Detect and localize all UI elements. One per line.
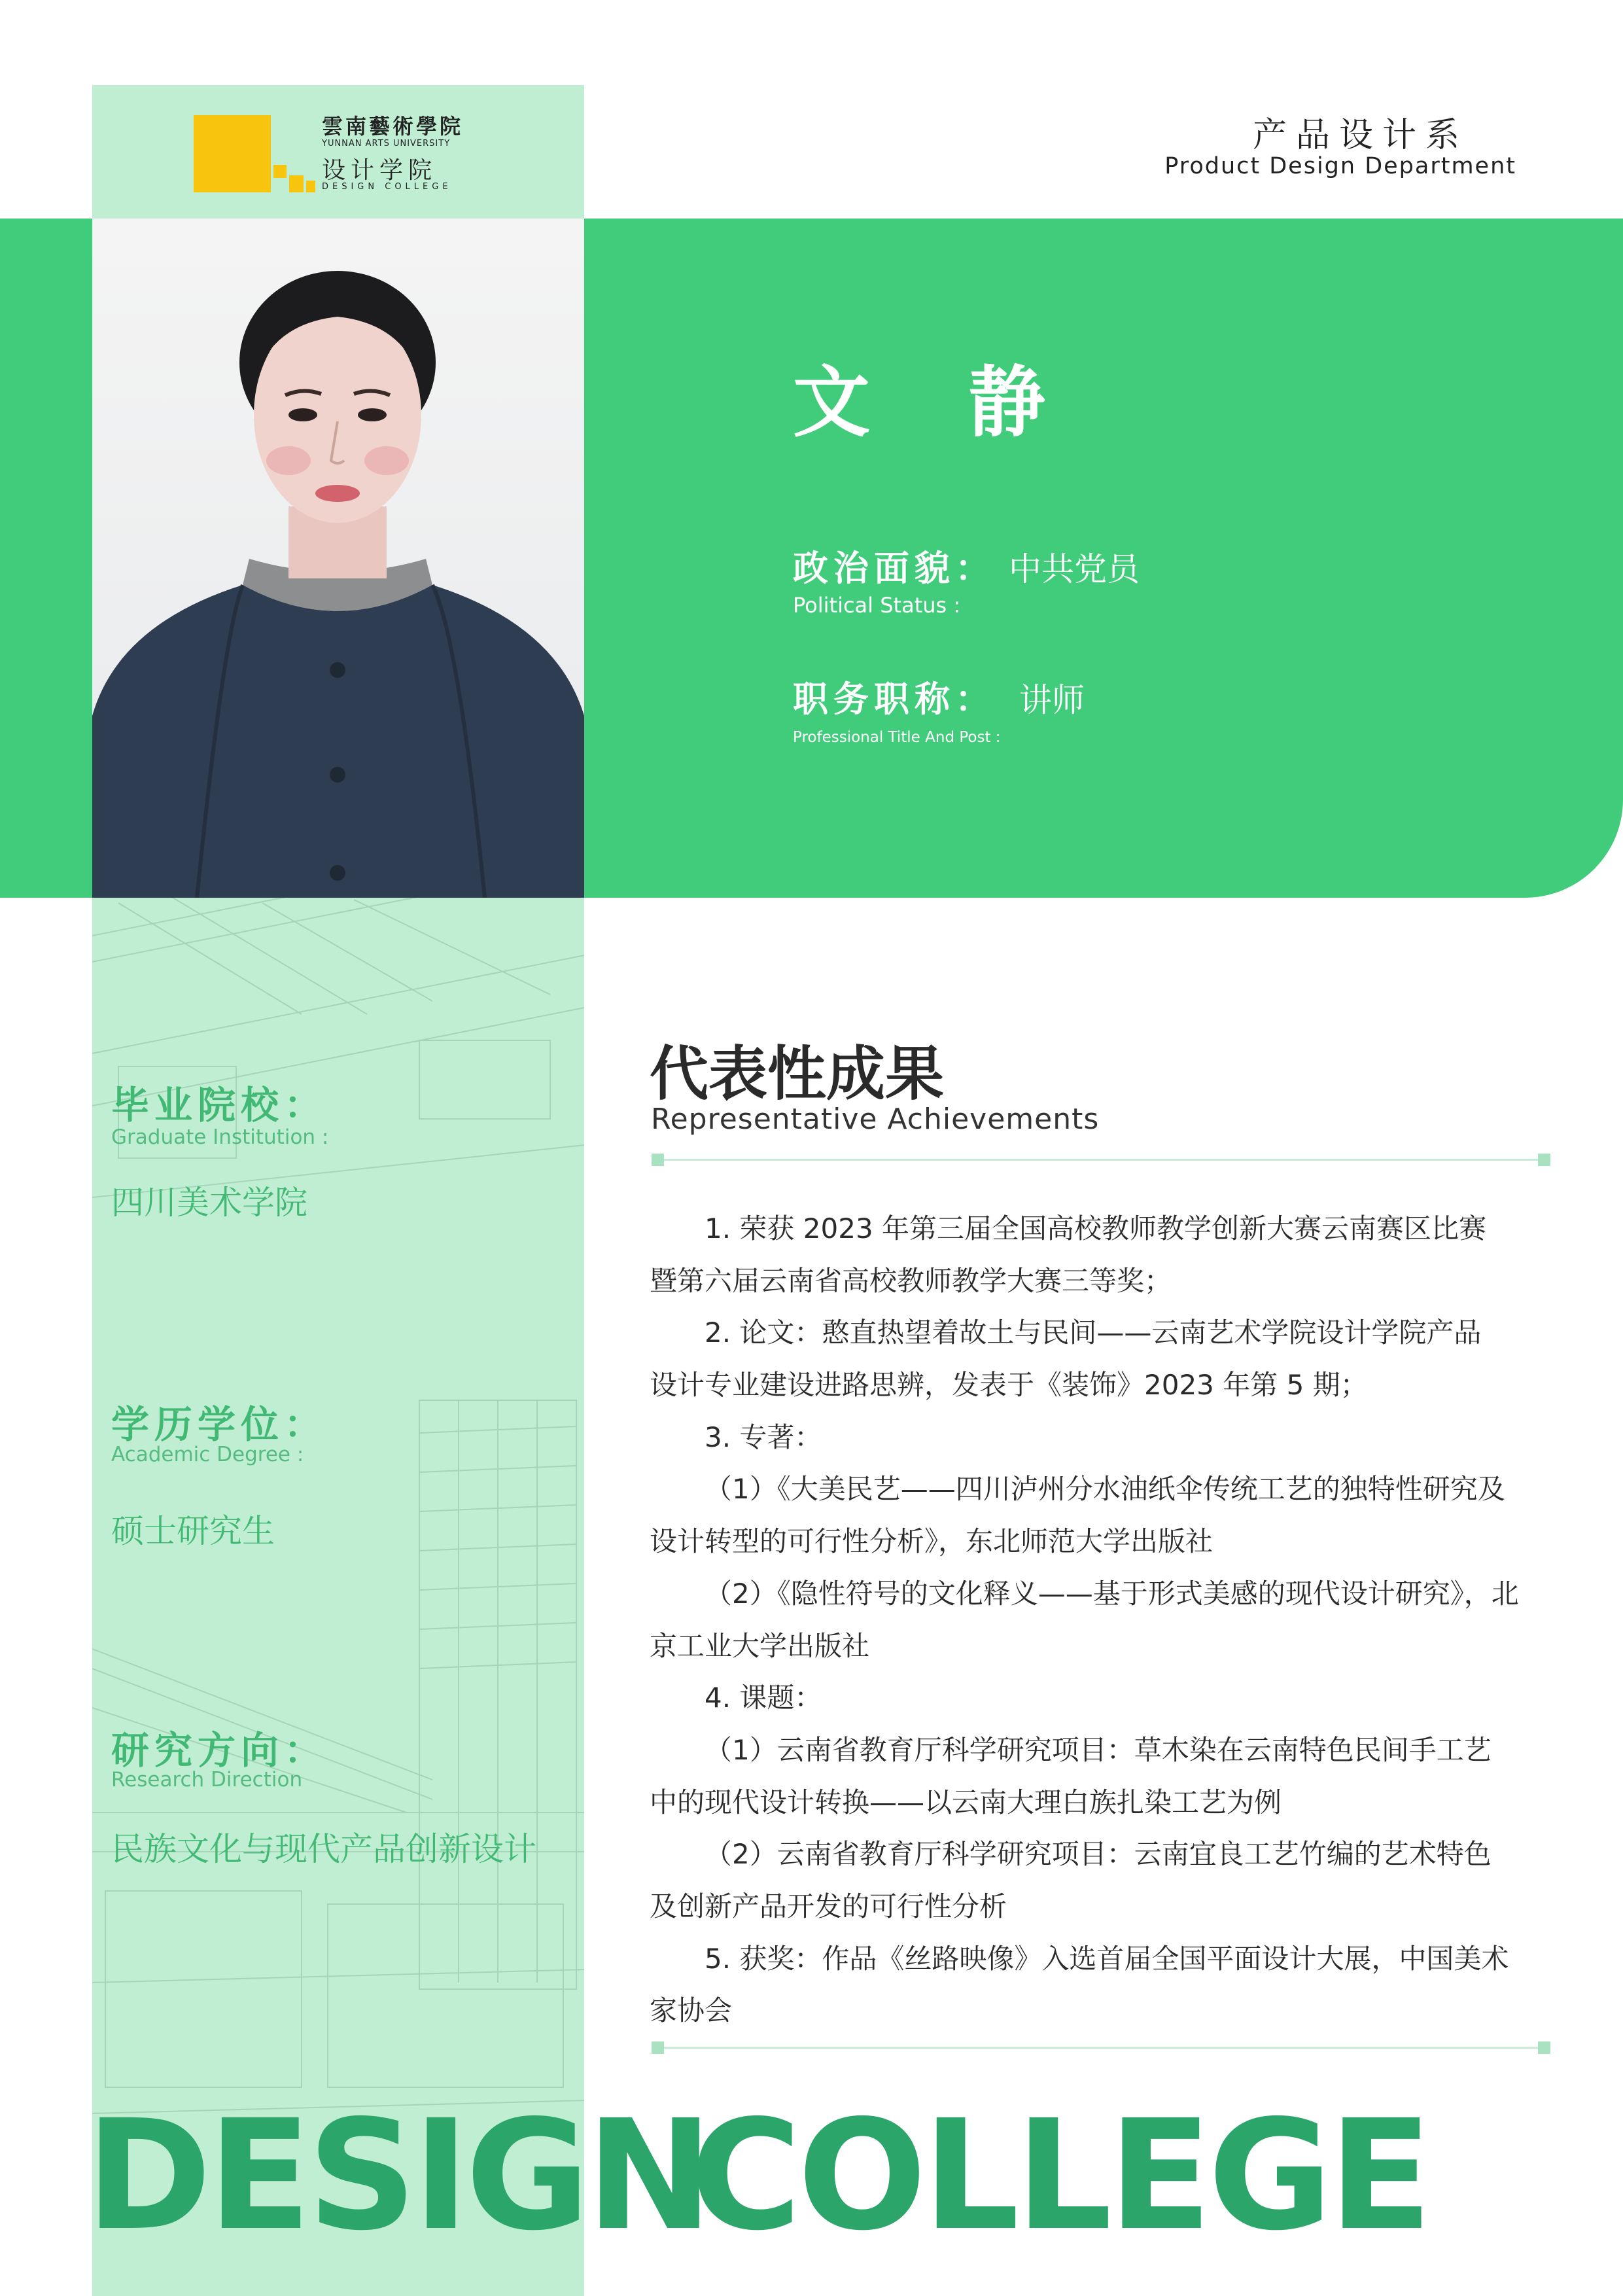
- achievement-line: 及创新产品开发的可行性分析: [650, 1890, 1007, 1922]
- achievement-line: 设计专业建设进路思辨，发表于《装饰》2023 年第 5 期；: [650, 1369, 1368, 1402]
- divider-dot: [652, 1154, 664, 1166]
- research-direction-label-en: Research Direction: [111, 1768, 303, 1792]
- department-title: 产品设计系: [1252, 116, 1469, 155]
- logo-college-name: 设计学院: [322, 157, 438, 184]
- achievements-title: 代表性成果: [650, 1039, 944, 1108]
- research-direction-label: 研究方向：: [111, 1728, 328, 1773]
- logo-college-name-en: DESIGN COLLEGE: [322, 182, 452, 192]
- graduate-institution-label-en: Graduate Institution :: [111, 1125, 329, 1149]
- achievement-line: 京工业大学出版社: [650, 1629, 870, 1662]
- college-logo: [194, 110, 468, 195]
- divider-bottom: [654, 2047, 1548, 2049]
- professional-title-label: 职务职称：: [793, 679, 996, 720]
- political-status-label-en: Political Status :: [793, 593, 961, 618]
- academic-degree-label-en: Academic Degree :: [111, 1443, 304, 1466]
- achievement-line: 1. 荣获 2023 年第三届全国高校教师教学创新大赛云南赛区比赛: [705, 1212, 1487, 1245]
- logo-school-name-en: YUNNAN ARTS UNIVERSITY: [322, 139, 451, 149]
- portrait-photo: [92, 219, 584, 898]
- divider-dot: [1538, 1154, 1550, 1166]
- graduate-institution-label: 毕业院校：: [111, 1083, 328, 1127]
- achievement-line: 设计转型的可行性分析》，东北师范大学出版社: [650, 1525, 1213, 1558]
- achievement-line: 中的现代设计转换——以云南大理白族扎染工艺为例: [650, 1786, 1282, 1818]
- footer-word-college: COLLEGE: [690, 2087, 1429, 2264]
- logo-school-name: 雲南藝術學院: [322, 114, 464, 139]
- professional-title-label-en: Professional Title And Post :: [793, 729, 1001, 746]
- achievement-line: （1）《大美民艺——四川泸州分水油纸伞传统工艺的独特性研究及: [705, 1473, 1505, 1506]
- achievement-line: （1）云南省教育厅科学研究项目：草木染在云南特色民间手工艺: [705, 1733, 1492, 1766]
- academic-degree-value: 硕士研究生: [111, 1512, 275, 1550]
- department-title-en: Product Design Department: [1164, 153, 1516, 179]
- research-direction-value: 民族文化与现代产品创新设计: [111, 1830, 536, 1868]
- achievement-line: （2）《隐性符号的文化释义——基于形式美感的现代设计研究》，北: [705, 1577, 1519, 1610]
- professional-title-value: 讲师: [1019, 681, 1085, 719]
- achievement-line: 家协会: [650, 1994, 733, 2027]
- achievement-line: 暨第六届云南省高校教师教学大赛三等奖；: [650, 1264, 1172, 1297]
- achievement-line: 3. 专著：: [705, 1421, 822, 1453]
- divider-dot: [1538, 2041, 1550, 2054]
- achievement-line: （2）云南省教育厅科学研究项目：云南宜良工艺竹编的艺术特色: [705, 1838, 1492, 1871]
- achievement-line: 4. 课题：: [705, 1682, 822, 1714]
- political-status-label: 政治面貌：: [793, 548, 996, 589]
- political-status-value: 中共党员: [1009, 550, 1140, 588]
- achievements-list: [650, 1203, 1556, 2037]
- divider-top: [654, 1159, 1548, 1161]
- person-name: 文静: [793, 357, 1144, 448]
- achievements-title-en: Representative Achievements: [651, 1103, 1100, 1136]
- footer-word-design: DESIGN: [86, 2087, 710, 2264]
- academic-degree-label: 学历学位：: [111, 1402, 328, 1447]
- achievement-line: 2. 论文：憨直热望着故土与民间——云南艺术学院设计学院产品: [705, 1316, 1482, 1349]
- divider-dot: [652, 2041, 664, 2054]
- graduate-institution-value: 四川美术学院: [111, 1184, 307, 1222]
- achievement-line: 5. 获奖：作品《丝路映像》入选首届全国平面设计大展，中国美术: [705, 1942, 1509, 1975]
